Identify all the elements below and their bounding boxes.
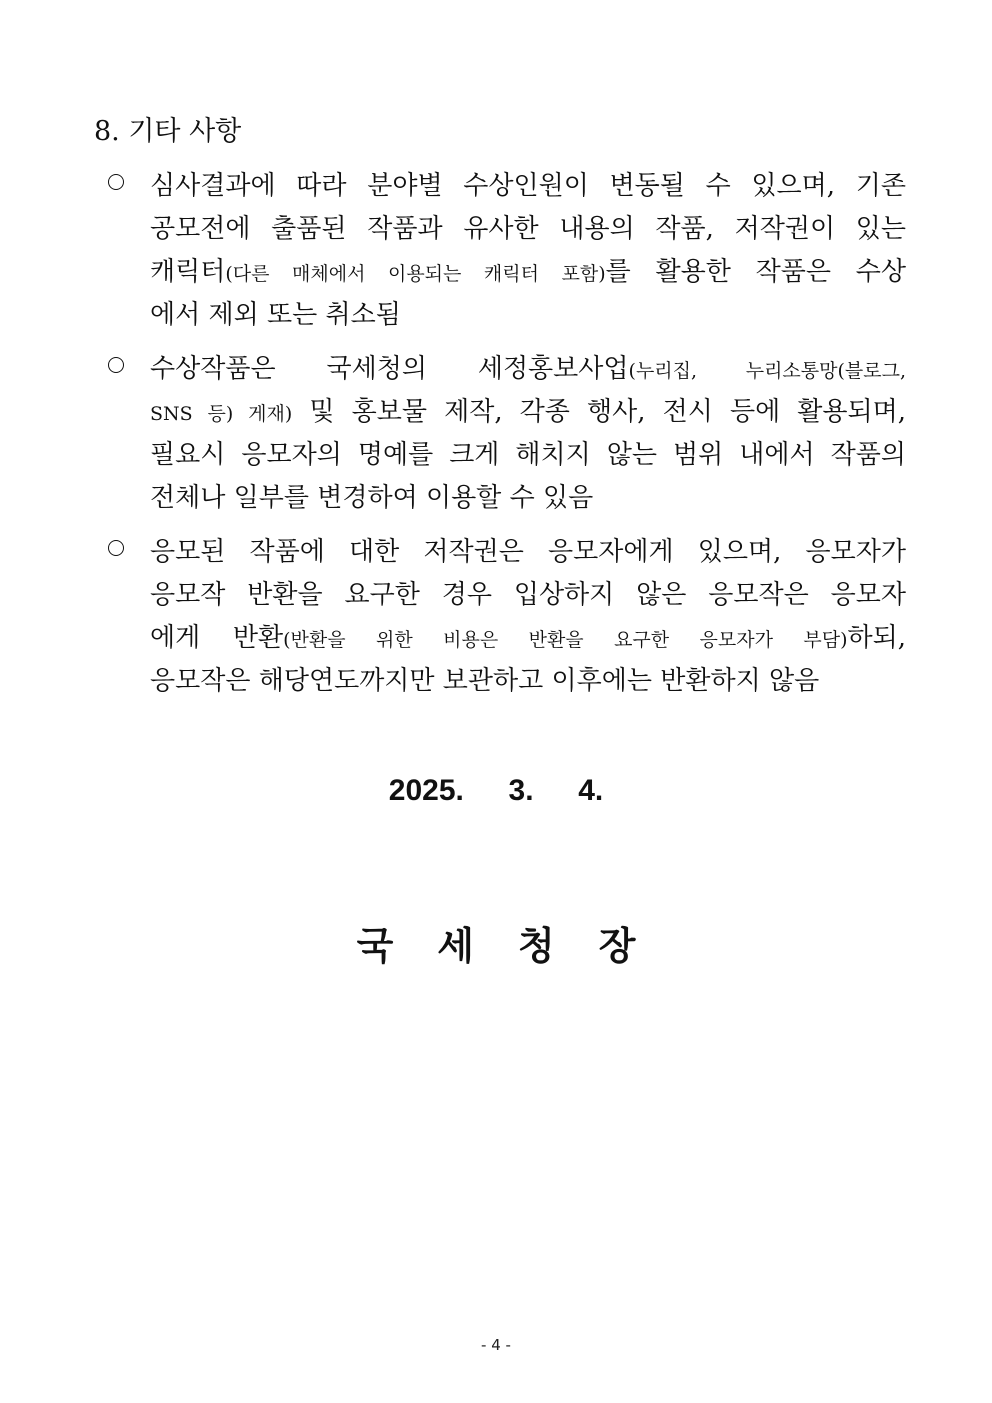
text-line (150, 477, 906, 520)
text-line (150, 294, 906, 337)
parenthetical-text: (반환을 위한 비용은 반환을 요구한 응모자가 부담) (283, 629, 848, 651)
body-text: 를 활용한 작품은 수상 (605, 257, 906, 287)
text-line (150, 660, 906, 703)
body-text: 캐릭터 (150, 257, 226, 287)
circle-bullet-icon (108, 357, 124, 373)
text-line (150, 391, 906, 434)
circle-bullet-icon (108, 174, 124, 190)
body-text: 응모작 반환을 요구한 경우 입상하지 않은 응모작은 응모자 (150, 580, 906, 610)
item-text (150, 531, 906, 703)
body-text: 및 홍보물 제작, 각종 행사, 전시 등에 활용되며, (292, 397, 907, 427)
body-text: 하되, (847, 623, 906, 653)
text-line (150, 348, 906, 391)
text-line (150, 574, 906, 617)
text-line (150, 251, 906, 294)
body-text: 응모된 작품에 대한 저작권은 응모자에게 있으며, 응모자가 (150, 537, 906, 567)
section-title: 8. 기타 사항 (94, 116, 242, 147)
body-text: 에서 제외 또는 취소됨 (150, 300, 401, 330)
body-text: 응모작은 해당연도까지만 보관하고 이후에는 반환하지 않음 (150, 666, 820, 696)
text-line (150, 531, 906, 574)
body-text: 심사결과에 따라 분야별 수상인원이 변동될 수 있으며, 기존 (150, 171, 906, 201)
item-text (150, 165, 906, 337)
body-text: 수상작품은 국세청의 세정홍보사업 (150, 354, 629, 384)
body-text: 에게 반환 (150, 623, 284, 653)
document-date: 2025. 3. 4. (388, 774, 604, 807)
parenthetical-text: SNS 등) 게재) (150, 403, 293, 425)
page-number: - 4 - (481, 1336, 511, 1354)
body-text: 필요시 응모자의 명예를 크게 해치지 않는 범위 내에서 작품의 (150, 440, 906, 470)
text-line (150, 617, 906, 660)
issuer-signature: 국세청장 (356, 924, 680, 968)
body-text: 공모전에 출품된 작품과 유사한 내용의 작품, 저작권이 있는 (150, 214, 906, 244)
parenthetical-text: (다른 매체에서 이용되는 캐릭터 포함) (225, 263, 606, 285)
item-text (150, 348, 906, 520)
text-line (150, 165, 906, 208)
text-line (150, 208, 906, 251)
text-line (150, 434, 906, 477)
circle-bullet-icon (108, 540, 124, 556)
parenthetical-text: (누리집, 누리소통망(블로그, (628, 360, 906, 382)
body-text: 전체나 일부를 변경하여 이용할 수 있음 (150, 483, 594, 513)
